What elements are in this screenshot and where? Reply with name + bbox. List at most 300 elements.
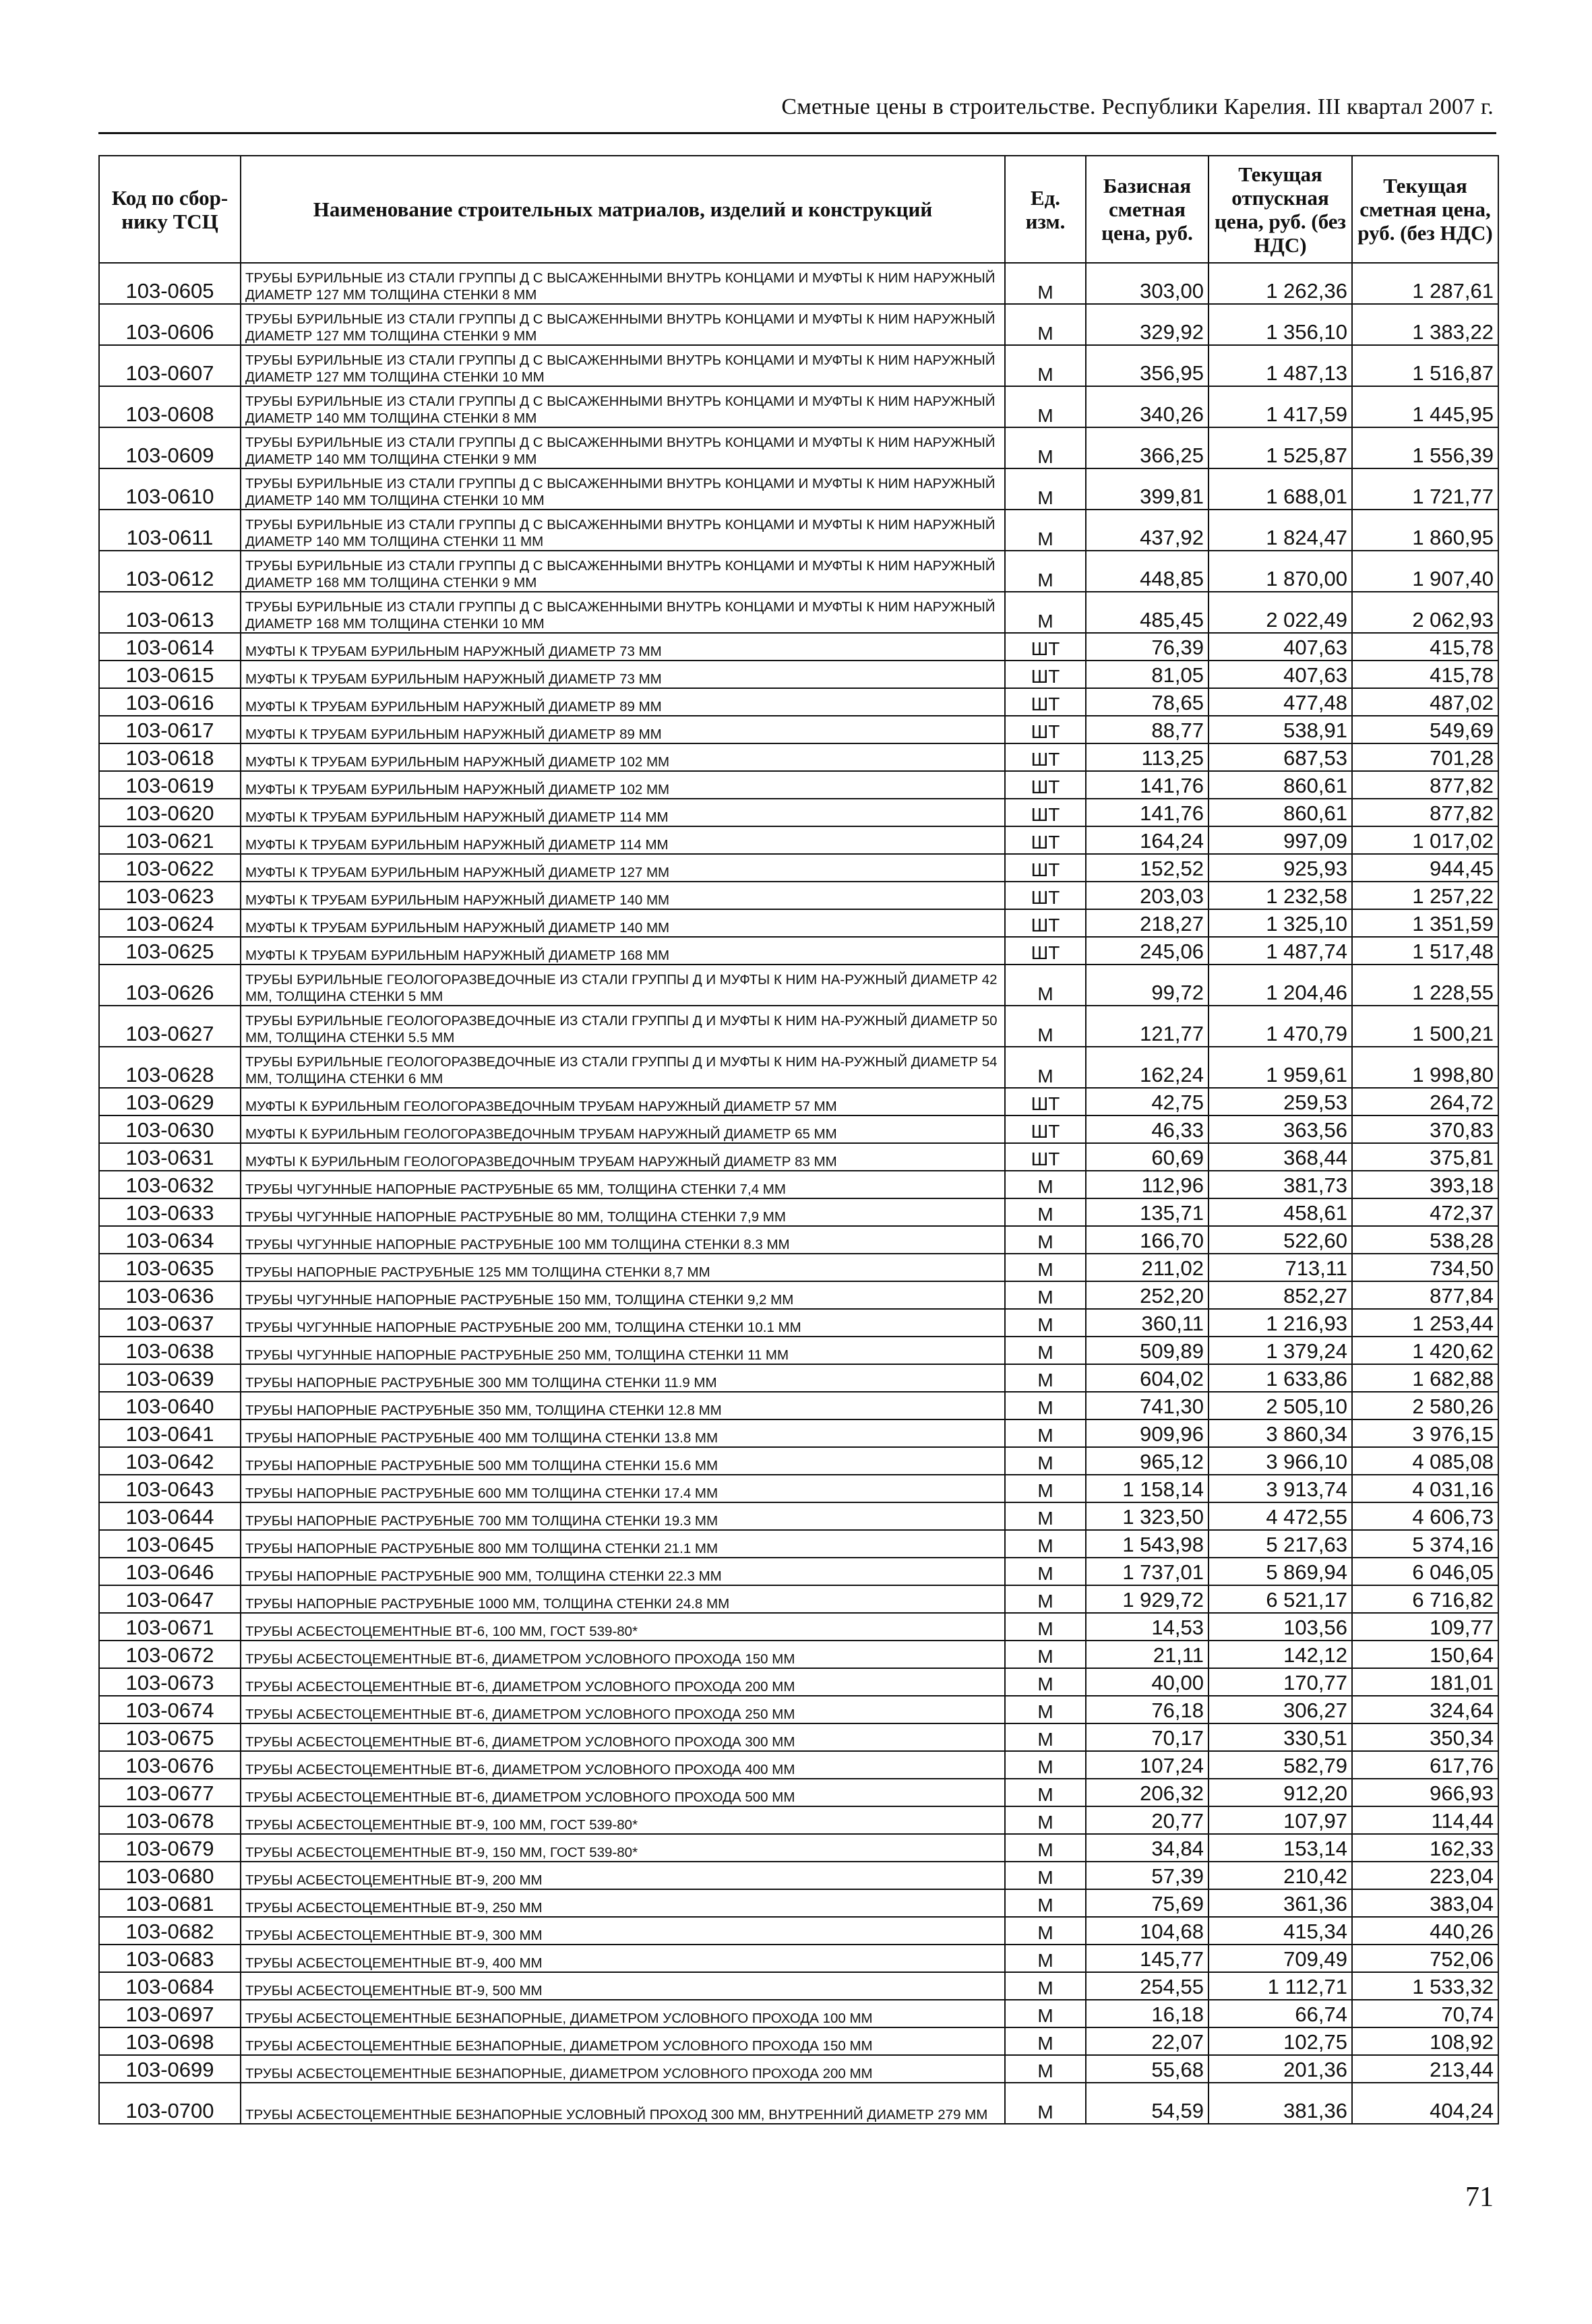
cell-unit: М [1005, 2027, 1086, 2055]
cell-code: 103-0682 [99, 1917, 241, 1945]
cell-name: ТРУБЫ АСБЕСТОЦЕМЕНТНЫЕ ВТ-9, 100 ММ, ГОСТ 539-80* [241, 1806, 1005, 1834]
cell-name: ТРУБЫ БУРИЛЬНЫЕ ИЗ СТАЛИ ГРУППЫ Д С ВЫСАЖЕННЫМИ ВНУТРЬ КОНЦАМИ И МУФТЫ К НИМ НАРУЖНЫЙ ДИАМЕТР 168 ММ ТОЛЩИНА СТЕНКИ 10 ММ [241, 592, 1005, 633]
table-row [99, 1585, 1498, 1613]
table-row [99, 263, 1498, 304]
cell-unit: ШТ [1005, 937, 1086, 965]
cell-base-price: 60,69 [1086, 1143, 1208, 1171]
cell-unit: М [1005, 551, 1086, 592]
cell-current-price: 487,02 [1352, 688, 1498, 716]
cell-release-price: 142,12 [1208, 1641, 1352, 1668]
cell-current-price: 3 976,15 [1352, 1419, 1498, 1447]
cell-unit: М [1005, 2055, 1086, 2083]
cell-base-price: 57,39 [1086, 1862, 1208, 1889]
cell-release-price: 381,36 [1208, 2083, 1352, 2124]
cell-name: ТРУБЫ ЧУГУННЫЕ НАПОРНЫЕ РАСТРУБНЫЕ 65 ММ, ТОЛЩИНА СТЕНКИ 7,4 ММ [241, 1171, 1005, 1198]
cell-name: ТРУБЫ АСБЕСТОЦЕМЕНТНЫЕ ВТ-9, 150 ММ, ГОСТ 539-80* [241, 1834, 1005, 1862]
cell-base-price: 329,92 [1086, 304, 1208, 345]
table-row [99, 1447, 1498, 1475]
cell-code: 103-0635 [99, 1254, 241, 1281]
cell-code: 103-0605 [99, 263, 241, 304]
cell-unit: М [1005, 1613, 1086, 1641]
table-row [99, 1945, 1498, 1972]
table-row [99, 1530, 1498, 1558]
cell-code: 103-0623 [99, 882, 241, 909]
cell-unit: М [1005, 1723, 1086, 1751]
cell-code: 103-0700 [99, 2083, 241, 2124]
table-row [99, 633, 1498, 661]
cell-code: 103-0631 [99, 1143, 241, 1171]
cell-release-price: 1 417,59 [1208, 386, 1352, 427]
cell-name: ТРУБЫ БУРИЛЬНЫЕ ИЗ СТАЛИ ГРУППЫ Д С ВЫСАЖЕННЫМИ ВНУТРЬ КОНЦАМИ И МУФТЫ К НИМ НАРУЖНЫЙ ДИАМЕТР 140 ММ ТОЛЩИНА СТЕНКИ 10 ММ [241, 468, 1005, 510]
table-row [99, 1337, 1498, 1364]
cell-code: 103-0698 [99, 2027, 241, 2055]
column-header-code: Код по сбор-нику ТСЦ [99, 156, 241, 263]
cell-base-price: 166,70 [1086, 1226, 1208, 1254]
column-header-base-price: Базисная сметная цена, руб. [1086, 156, 1208, 263]
cell-name: ТРУБЫ БУРИЛЬНЫЕ ИЗ СТАЛИ ГРУППЫ Д С ВЫСАЖЕННЫМИ ВНУТРЬ КОНЦАМИ И МУФТЫ К НИМ НАРУЖНЫЙ ДИАМЕТР 127 ММ ТОЛЩИНА СТЕНКИ 10 ММ [241, 345, 1005, 386]
cell-current-price: 1 017,02 [1352, 826, 1498, 854]
cell-base-price: 1 737,01 [1086, 1558, 1208, 1585]
cell-current-price: 4 031,16 [1352, 1475, 1498, 1502]
cell-name: ТРУБЫ АСБЕСТОЦЕМЕНТНЫЕ ВТ-9, 400 ММ [241, 1945, 1005, 1972]
table-row [99, 1613, 1498, 1641]
cell-current-price: 181,01 [1352, 1668, 1498, 1696]
table-row [99, 1254, 1498, 1281]
cell-name: ТРУБЫ БУРИЛЬНЫЕ ИЗ СТАЛИ ГРУППЫ Д С ВЫСАЖЕННЫМИ ВНУТРЬ КОНЦАМИ И МУФТЫ К НИМ НАРУЖНЫЙ ДИАМЕТР 140 ММ ТОЛЩИНА СТЕНКИ 9 ММ [241, 427, 1005, 468]
cell-unit: М [1005, 1006, 1086, 1047]
cell-name: МУФТЫ К ТРУБАМ БУРИЛЬНЫМ НАРУЖНЫЙ ДИАМЕТР 140 ММ [241, 909, 1005, 937]
cell-current-price: 2 580,26 [1352, 1392, 1498, 1419]
cell-release-price: 6 521,17 [1208, 1585, 1352, 1613]
cell-unit: М [1005, 1198, 1086, 1226]
cell-code: 103-0680 [99, 1862, 241, 1889]
cell-release-price: 201,36 [1208, 2055, 1352, 2083]
cell-unit: М [1005, 345, 1086, 386]
cell-name: ТРУБЫ НАПОРНЫЕ РАСТРУБНЫЕ 350 ММ, ТОЛЩИНА СТЕНКИ 12.8 ММ [241, 1392, 1005, 1419]
price-table [98, 155, 1499, 2124]
cell-current-price: 350,34 [1352, 1723, 1498, 1751]
cell-name: МУФТЫ К ТРУБАМ БУРИЛЬНЫМ НАРУЖНЫЙ ДИАМЕТР 89 ММ [241, 716, 1005, 743]
cell-release-price: 107,97 [1208, 1806, 1352, 1834]
cell-name: ТРУБЫ АСБЕСТОЦЕМЕНТНЫЕ БЕЗНАПОРНЫЕ УСЛОВНЫЙ ПРОХОД 300 ММ, ВНУТРЕННИЙ ДИАМЕТР 279 ММ [241, 2083, 1005, 2124]
cell-name: ТРУБЫ АСБЕСТОЦЕМЕНТНЫЕ ВТ-6, 100 ММ, ГОСТ 539-80* [241, 1613, 1005, 1641]
cell-base-price: 76,18 [1086, 1696, 1208, 1723]
cell-unit: М [1005, 1917, 1086, 1945]
cell-release-price: 925,93 [1208, 854, 1352, 882]
table-row [99, 2000, 1498, 2027]
cell-release-price: 1 688,01 [1208, 468, 1352, 510]
cell-code: 103-0677 [99, 1779, 241, 1806]
cell-unit: М [1005, 965, 1086, 1006]
column-header-name: Наименование строительных матриалов, изделий и конструкций [241, 156, 1005, 263]
cell-current-price: 264,72 [1352, 1088, 1498, 1115]
cell-unit: ШТ [1005, 799, 1086, 826]
table-row [99, 965, 1498, 1006]
cell-base-price: 356,95 [1086, 345, 1208, 386]
cell-name: ТРУБЫ АСБЕСТОЦЕМЕНТНЫЕ ВТ-9, 250 ММ [241, 1889, 1005, 1917]
cell-name: ТРУБЫ НАПОРНЫЕ РАСТРУБНЫЕ 700 ММ ТОЛЩИНА СТЕНКИ 19.3 ММ [241, 1502, 1005, 1530]
cell-unit: М [1005, 1862, 1086, 1889]
cell-name: ТРУБЫ БУРИЛЬНЫЕ ИЗ СТАЛИ ГРУППЫ Д С ВЫСАЖЕННЫМИ ВНУТРЬ КОНЦАМИ И МУФТЫ К НИМ НАРУЖНЫЙ ДИАМЕТР 140 ММ ТОЛЩИНА СТЕНКИ 8 ММ [241, 386, 1005, 427]
cell-unit: М [1005, 1806, 1086, 1834]
cell-code: 103-0616 [99, 688, 241, 716]
cell-code: 103-0610 [99, 468, 241, 510]
cell-current-price: 1 383,22 [1352, 304, 1498, 345]
cell-name: ТРУБЫ БУРИЛЬНЫЕ ИЗ СТАЛИ ГРУППЫ Д С ВЫСАЖЕННЫМИ ВНУТРЬ КОНЦАМИ И МУФТЫ К НИМ НАРУЖНЫЙ ДИАМЕТР 127 ММ ТОЛЩИНА СТЕНКИ 9 ММ [241, 304, 1005, 345]
table-row [99, 882, 1498, 909]
cell-current-price: 1 533,32 [1352, 1972, 1498, 2000]
cell-name: МУФТЫ К ТРУБАМ БУРИЛЬНЫМ НАРУЖНЫЙ ДИАМЕТР 168 ММ [241, 937, 1005, 965]
cell-current-price: 415,78 [1352, 633, 1498, 661]
cell-unit: М [1005, 1171, 1086, 1198]
cell-code: 103-0612 [99, 551, 241, 592]
cell-code: 103-0638 [99, 1337, 241, 1364]
cell-base-price: 245,06 [1086, 937, 1208, 965]
table-row [99, 937, 1498, 965]
cell-base-price: 55,68 [1086, 2055, 1208, 2083]
table-row [99, 468, 1498, 510]
cell-unit: ШТ [1005, 661, 1086, 688]
cell-current-price: 1 445,95 [1352, 386, 1498, 427]
cell-release-price: 2 505,10 [1208, 1392, 1352, 1419]
cell-code: 103-0678 [99, 1806, 241, 1834]
cell-current-price: 549,69 [1352, 716, 1498, 743]
table-row [99, 688, 1498, 716]
cell-name: ТРУБЫ АСБЕСТОЦЕМЕНТНЫЕ БЕЗНАПОРНЫЕ, ДИАМЕТРОМ УСЛОВНОГО ПРОХОДА 150 ММ [241, 2027, 1005, 2055]
cell-base-price: 437,92 [1086, 510, 1208, 551]
table-row [99, 1475, 1498, 1502]
cell-code: 103-0617 [99, 716, 241, 743]
cell-code: 103-0671 [99, 1613, 241, 1641]
table-row [99, 1226, 1498, 1254]
cell-code: 103-0606 [99, 304, 241, 345]
cell-code: 103-0645 [99, 1530, 241, 1558]
cell-code: 103-0637 [99, 1309, 241, 1337]
cell-release-price: 1 112,71 [1208, 1972, 1352, 2000]
cell-current-price: 1 860,95 [1352, 510, 1498, 551]
table-row [99, 1806, 1498, 1834]
cell-name: МУФТЫ К БУРИЛЬНЫМ ГЕОЛОГОРАЗВЕДОЧНЫМ ТРУБАМ НАРУЖНЫЙ ДИАМЕТР 83 ММ [241, 1143, 1005, 1171]
cell-code: 103-0611 [99, 510, 241, 551]
cell-name: МУФТЫ К ТРУБАМ БУРИЛЬНЫМ НАРУЖНЫЙ ДИАМЕТР 114 ММ [241, 799, 1005, 826]
cell-base-price: 254,55 [1086, 1972, 1208, 2000]
cell-name: ТРУБЫ НАПОРНЫЕ РАСТРУБНЫЕ 500 ММ ТОЛЩИНА СТЕНКИ 15.6 ММ [241, 1447, 1005, 1475]
cell-release-price: 582,79 [1208, 1751, 1352, 1779]
cell-unit: М [1005, 1419, 1086, 1447]
cell-base-price: 141,76 [1086, 771, 1208, 799]
cell-current-price: 1 556,39 [1352, 427, 1498, 468]
cell-base-price: 75,69 [1086, 1889, 1208, 1917]
cell-code: 103-0607 [99, 345, 241, 386]
cell-base-price: 1 929,72 [1086, 1585, 1208, 1613]
cell-code: 103-0699 [99, 2055, 241, 2083]
cell-release-price: 538,91 [1208, 716, 1352, 743]
cell-release-price: 912,20 [1208, 1779, 1352, 1806]
cell-code: 103-0683 [99, 1945, 241, 1972]
cell-name: ТРУБЫ БУРИЛЬНЫЕ ГЕОЛОГОРАЗВЕДОЧНЫЕ ИЗ СТАЛИ ГРУППЫ Д И МУФТЫ К НИМ НА-РУЖНЫЙ ДИАМЕТР 50 ММ, ТОЛЩИНА СТЕНКИ 5.5 ММ [241, 1006, 1005, 1047]
table-row [99, 1696, 1498, 1723]
cell-name: МУФТЫ К ТРУБАМ БУРИЛЬНЫМ НАРУЖНЫЙ ДИАМЕТР 102 ММ [241, 771, 1005, 799]
cell-base-price: 741,30 [1086, 1392, 1208, 1419]
cell-base-price: 78,65 [1086, 688, 1208, 716]
cell-unit: М [1005, 510, 1086, 551]
cell-base-price: 485,45 [1086, 592, 1208, 633]
cell-name: ТРУБЫ АСБЕСТОЦЕМЕНТНЫЕ ВТ-6, ДИАМЕТРОМ УСЛОВНОГО ПРОХОДА 250 ММ [241, 1696, 1005, 1723]
cell-unit: М [1005, 1641, 1086, 1668]
cell-code: 103-0613 [99, 592, 241, 633]
cell-code: 103-0644 [99, 1502, 241, 1530]
cell-unit: М [1005, 1309, 1086, 1337]
cell-release-price: 210,42 [1208, 1862, 1352, 1889]
cell-current-price: 1 516,87 [1352, 345, 1498, 386]
cell-unit: М [1005, 1392, 1086, 1419]
table-row [99, 1917, 1498, 1945]
column-header-release-price: Текущая отпускная цена, руб. (без НДС) [1208, 156, 1352, 263]
cell-current-price: 1 907,40 [1352, 551, 1498, 592]
table-row [99, 826, 1498, 854]
cell-unit: М [1005, 2000, 1086, 2027]
cell-release-price: 1 525,87 [1208, 427, 1352, 468]
cell-release-price: 5 217,63 [1208, 1530, 1352, 1558]
cell-unit: М [1005, 1281, 1086, 1309]
cell-name: МУФТЫ К ТРУБАМ БУРИЛЬНЫМ НАРУЖНЫЙ ДИАМЕТР 102 ММ [241, 743, 1005, 771]
cell-release-price: 3 966,10 [1208, 1447, 1352, 1475]
cell-current-price: 734,50 [1352, 1254, 1498, 1281]
table-row [99, 2083, 1498, 2124]
cell-base-price: 366,25 [1086, 427, 1208, 468]
cell-base-price: 22,07 [1086, 2027, 1208, 2055]
cell-release-price: 361,36 [1208, 1889, 1352, 1917]
cell-release-price: 306,27 [1208, 1696, 1352, 1723]
cell-current-price: 375,81 [1352, 1143, 1498, 1171]
table-row [99, 1751, 1498, 1779]
cell-unit: М [1005, 304, 1086, 345]
cell-base-price: 88,77 [1086, 716, 1208, 743]
cell-base-price: 99,72 [1086, 965, 1208, 1006]
cell-current-price: 944,45 [1352, 854, 1498, 882]
cell-name: ТРУБЫ АСБЕСТОЦЕМЕНТНЫЕ ВТ-9, 200 ММ [241, 1862, 1005, 1889]
cell-code: 103-0674 [99, 1696, 241, 1723]
cell-release-price: 1 633,86 [1208, 1364, 1352, 1392]
cell-current-price: 1 287,61 [1352, 263, 1498, 304]
cell-current-price: 752,06 [1352, 1945, 1498, 1972]
cell-release-price: 363,56 [1208, 1115, 1352, 1143]
table-row [99, 2055, 1498, 2083]
cell-base-price: 145,77 [1086, 1945, 1208, 1972]
cell-base-price: 113,25 [1086, 743, 1208, 771]
cell-release-price: 3 860,34 [1208, 1419, 1352, 1447]
cell-base-price: 965,12 [1086, 1447, 1208, 1475]
cell-current-price: 370,83 [1352, 1115, 1498, 1143]
cell-name: МУФТЫ К ТРУБАМ БУРИЛЬНЫМ НАРУЖНЫЙ ДИАМЕТР 127 ММ [241, 854, 1005, 882]
cell-current-price: 4 085,08 [1352, 1447, 1498, 1475]
cell-release-price: 170,77 [1208, 1668, 1352, 1696]
cell-current-price: 383,04 [1352, 1889, 1498, 1917]
table-row [99, 1006, 1498, 1047]
table-row [99, 510, 1498, 551]
cell-unit: ШТ [1005, 771, 1086, 799]
cell-unit: М [1005, 427, 1086, 468]
cell-name: ТРУБЫ ЧУГУННЫЕ НАПОРНЫЕ РАСТРУБНЫЕ 200 ММ, ТОЛЩИНА СТЕНКИ 10.1 ММ [241, 1309, 1005, 1337]
cell-release-price: 860,61 [1208, 771, 1352, 799]
cell-name: МУФТЫ К ТРУБАМ БУРИЛЬНЫМ НАРУЖНЫЙ ДИАМЕТР 73 ММ [241, 633, 1005, 661]
table-row [99, 1641, 1498, 1668]
cell-unit: М [1005, 1530, 1086, 1558]
cell-base-price: 42,75 [1086, 1088, 1208, 1115]
cell-current-price: 223,04 [1352, 1862, 1498, 1889]
cell-base-price: 76,39 [1086, 633, 1208, 661]
cell-release-price: 1 204,46 [1208, 965, 1352, 1006]
cell-code: 103-0621 [99, 826, 241, 854]
cell-base-price: 21,11 [1086, 1641, 1208, 1668]
table-row [99, 551, 1498, 592]
cell-base-price: 46,33 [1086, 1115, 1208, 1143]
cell-current-price: 1 420,62 [1352, 1337, 1498, 1364]
cell-base-price: 141,76 [1086, 799, 1208, 826]
cell-code: 103-0634 [99, 1226, 241, 1254]
cell-code: 103-0675 [99, 1723, 241, 1751]
cell-base-price: 448,85 [1086, 551, 1208, 592]
cell-base-price: 81,05 [1086, 661, 1208, 688]
cell-base-price: 104,68 [1086, 1917, 1208, 1945]
cell-unit: М [1005, 1047, 1086, 1088]
cell-unit: ШТ [1005, 743, 1086, 771]
cell-release-price: 522,60 [1208, 1226, 1352, 1254]
cell-base-price: 211,02 [1086, 1254, 1208, 1281]
cell-current-price: 1 998,80 [1352, 1047, 1498, 1088]
cell-current-price: 6 046,05 [1352, 1558, 1498, 1585]
cell-release-price: 66,74 [1208, 2000, 1352, 2027]
cell-name: МУФТЫ К БУРИЛЬНЫМ ГЕОЛОГОРАЗВЕДОЧНЫМ ТРУБАМ НАРУЖНЫЙ ДИАМЕТР 57 ММ [241, 1088, 1005, 1115]
cell-release-price: 1 325,10 [1208, 909, 1352, 937]
cell-unit: ШТ [1005, 909, 1086, 937]
running-title: Сметные цены в строительстве. Республики Карелия. III квартал 2007 г. [781, 94, 1494, 119]
column-header-current-price: Текущая сметная цена, руб. (без НДС) [1352, 156, 1498, 263]
cell-unit: М [1005, 1502, 1086, 1530]
table-row [99, 771, 1498, 799]
table-row [99, 1047, 1498, 1088]
table-row [99, 1198, 1498, 1226]
table-row [99, 592, 1498, 633]
cell-name: ТРУБЫ АСБЕСТОЦЕМЕНТНЫЕ ВТ-6, ДИАМЕТРОМ УСЛОВНОГО ПРОХОДА 400 ММ [241, 1751, 1005, 1779]
cell-release-price: 477,48 [1208, 688, 1352, 716]
cell-name: ТРУБЫ АСБЕСТОЦЕМЕНТНЫЕ ВТ-9, 500 ММ [241, 1972, 1005, 2000]
cell-unit: М [1005, 1751, 1086, 1779]
cell-base-price: 34,84 [1086, 1834, 1208, 1862]
cell-current-price: 1 500,21 [1352, 1006, 1498, 1047]
cell-current-price: 877,84 [1352, 1281, 1498, 1309]
table-row [99, 427, 1498, 468]
table-row [99, 1502, 1498, 1530]
cell-base-price: 203,03 [1086, 882, 1208, 909]
cell-unit: М [1005, 1585, 1086, 1613]
cell-code: 103-0632 [99, 1171, 241, 1198]
cell-release-price: 415,34 [1208, 1917, 1352, 1945]
cell-name: ТРУБЫ БУРИЛЬНЫЕ ГЕОЛОГОРАЗВЕДОЧНЫЕ ИЗ СТАЛИ ГРУППЫ Д И МУФТЫ К НИМ НА-РУЖНЫЙ ДИАМЕТР 54 ММ, ТОЛЩИНА СТЕНКИ 6 ММ [241, 1047, 1005, 1088]
table-row [99, 1723, 1498, 1751]
table-row [99, 909, 1498, 937]
table-row [99, 1392, 1498, 1419]
cell-unit: ШТ [1005, 633, 1086, 661]
cell-base-price: 20,77 [1086, 1806, 1208, 1834]
cell-unit: М [1005, 1558, 1086, 1585]
cell-base-price: 399,81 [1086, 468, 1208, 510]
cell-code: 103-0624 [99, 909, 241, 937]
cell-base-price: 1 323,50 [1086, 1502, 1208, 1530]
cell-unit: ШТ [1005, 882, 1086, 909]
column-header-unit: Ед. изм. [1005, 156, 1086, 263]
cell-unit: М [1005, 1364, 1086, 1392]
table-row [99, 386, 1498, 427]
cell-base-price: 1 158,14 [1086, 1475, 1208, 1502]
cell-release-price: 103,56 [1208, 1613, 1352, 1641]
cell-current-price: 4 606,73 [1352, 1502, 1498, 1530]
cell-release-price: 1 356,10 [1208, 304, 1352, 345]
cell-unit: М [1005, 468, 1086, 510]
table-row [99, 1834, 1498, 1862]
cell-release-price: 1 262,36 [1208, 263, 1352, 304]
cell-code: 103-0676 [99, 1751, 241, 1779]
table-row [99, 1668, 1498, 1696]
cell-base-price: 107,24 [1086, 1751, 1208, 1779]
table-row [99, 1088, 1498, 1115]
cell-unit: М [1005, 263, 1086, 304]
cell-release-price: 1 870,00 [1208, 551, 1352, 592]
cell-base-price: 252,20 [1086, 1281, 1208, 1309]
cell-unit: М [1005, 1447, 1086, 1475]
cell-current-price: 415,78 [1352, 661, 1498, 688]
cell-code: 103-0622 [99, 854, 241, 882]
cell-name: МУФТЫ К ТРУБАМ БУРИЛЬНЫМ НАРУЖНЫЙ ДИАМЕТР 89 ММ [241, 688, 1005, 716]
cell-unit: М [1005, 1475, 1086, 1502]
cell-name: ТРУБЫ НАПОРНЫЕ РАСТРУБНЫЕ 125 ММ ТОЛЩИНА СТЕНКИ 8,7 ММ [241, 1254, 1005, 1281]
cell-name: ТРУБЫ БУРИЛЬНЫЕ ГЕОЛОГОРАЗВЕДОЧНЫЕ ИЗ СТАЛИ ГРУППЫ Д И МУФТЫ К НИМ НА-РУЖНЫЙ ДИАМЕТР 42 ММ, ТОЛЩИНА СТЕНКИ 5 ММ [241, 965, 1005, 1006]
cell-code: 103-0697 [99, 2000, 241, 2027]
cell-current-price: 1 517,48 [1352, 937, 1498, 965]
cell-name: ТРУБЫ ЧУГУННЫЕ НАПОРНЫЕ РАСТРУБНЫЕ 80 ММ, ТОЛЩИНА СТЕНКИ 7,9 ММ [241, 1198, 1005, 1226]
cell-code: 103-0618 [99, 743, 241, 771]
cell-current-price: 1 253,44 [1352, 1309, 1498, 1337]
cell-name: ТРУБЫ НАПОРНЫЕ РАСТРУБНЫЕ 600 ММ ТОЛЩИНА СТЕНКИ 17.4 ММ [241, 1475, 1005, 1502]
cell-code: 103-0673 [99, 1668, 241, 1696]
cell-unit: М [1005, 1668, 1086, 1696]
table-body [99, 263, 1498, 2124]
cell-release-price: 709,49 [1208, 1945, 1352, 1972]
cell-base-price: 360,11 [1086, 1309, 1208, 1337]
table-row [99, 743, 1498, 771]
cell-unit: М [1005, 1779, 1086, 1806]
cell-unit: М [1005, 1696, 1086, 1723]
cell-name: ТРУБЫ ЧУГУННЫЕ НАПОРНЫЕ РАСТРУБНЫЕ 250 ММ, ТОЛЩИНА СТЕНКИ 11 ММ [241, 1337, 1005, 1364]
cell-unit: ШТ [1005, 1143, 1086, 1171]
cell-current-price: 966,93 [1352, 1779, 1498, 1806]
table-row [99, 1972, 1498, 2000]
cell-base-price: 135,71 [1086, 1198, 1208, 1226]
table-row [99, 1115, 1498, 1143]
cell-release-price: 1 216,93 [1208, 1309, 1352, 1337]
cell-current-price: 472,37 [1352, 1198, 1498, 1226]
cell-code: 103-0619 [99, 771, 241, 799]
cell-release-price: 102,75 [1208, 2027, 1352, 2055]
cell-release-price: 997,09 [1208, 826, 1352, 854]
cell-unit: ШТ [1005, 688, 1086, 716]
cell-release-price: 1 470,79 [1208, 1006, 1352, 1047]
cell-unit: М [1005, 1945, 1086, 1972]
cell-release-price: 5 869,94 [1208, 1558, 1352, 1585]
cell-code: 103-0633 [99, 1198, 241, 1226]
cell-name: ТРУБЫ АСБЕСТОЦЕМЕНТНЫЕ ВТ-6, ДИАМЕТРОМ УСЛОВНОГО ПРОХОДА 300 ММ [241, 1723, 1005, 1751]
cell-current-price: 393,18 [1352, 1171, 1498, 1198]
